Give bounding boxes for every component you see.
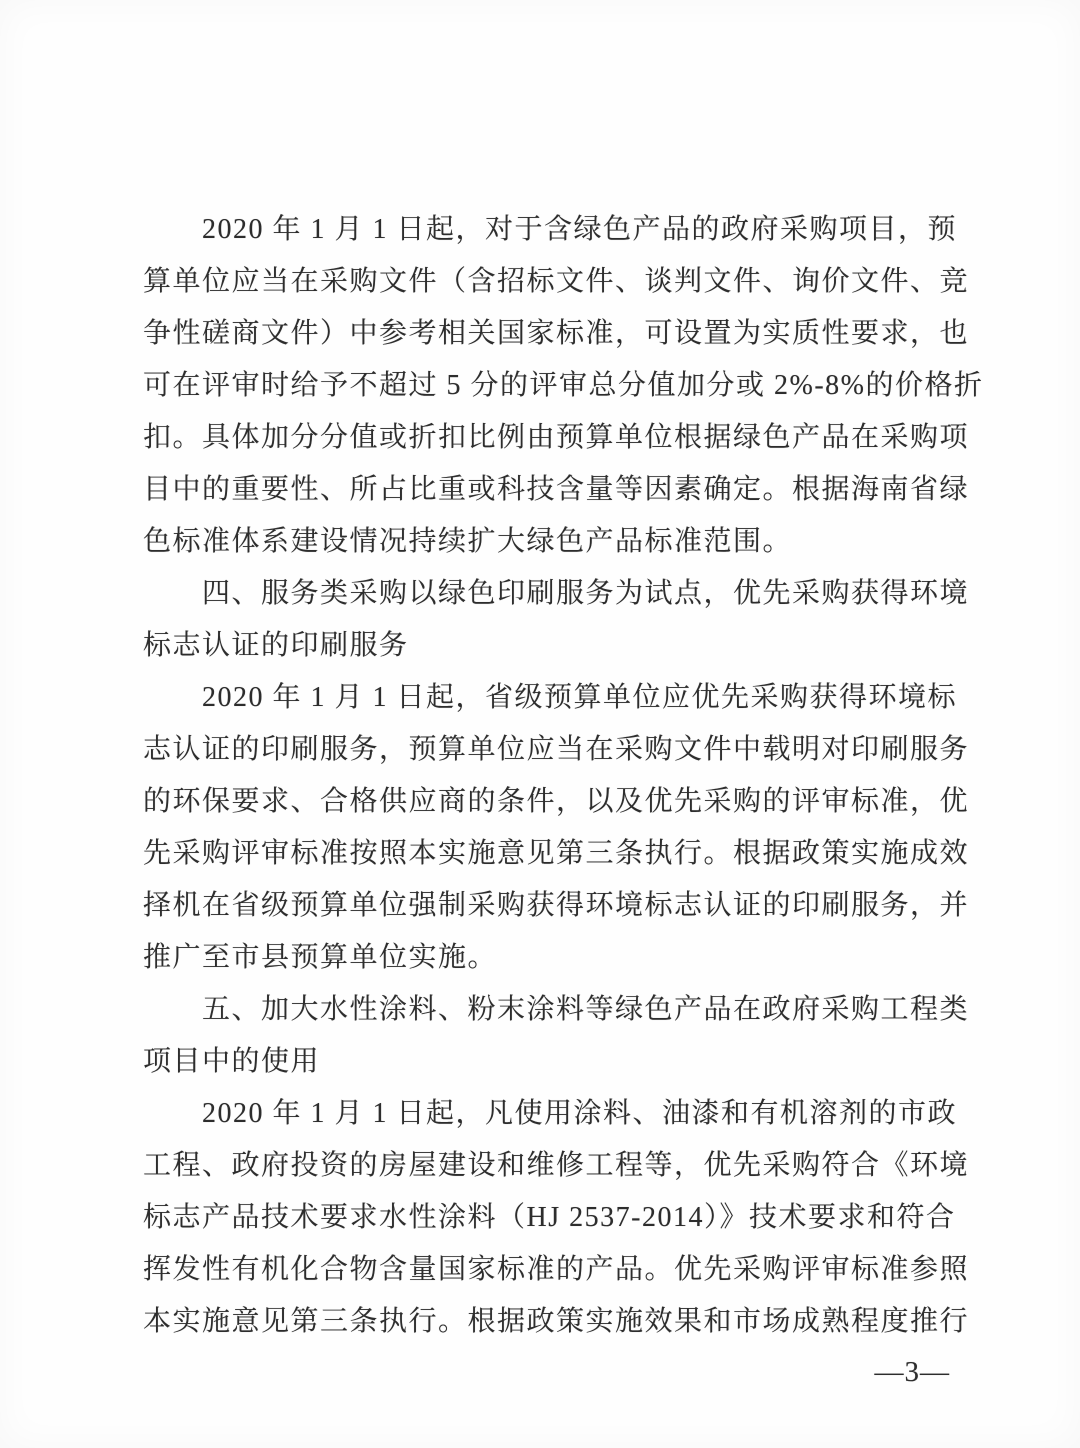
body-line: 本实施意见第三条执行。根据政策实施效果和市场成熟程度推行 <box>143 1306 970 1337</box>
body-line: 标志产品技术要求水性涂料（HJ 2537-2014）》技术要求和符合 <box>143 1202 956 1233</box>
body-line: 志认证的印刷服务，预算单位应当在采购文件中载明对印刷服务 <box>143 734 970 765</box>
body-line: 扣。具体加分分值或折扣比例由预算单位根据绿色产品在采购项 <box>143 422 970 453</box>
body-line: 算单位应当在采购文件（含招标文件、谈判文件、询价文件、竞 <box>143 266 970 297</box>
body-line: 争性磋商文件）中参考相关国家标准，可设置为实质性要求，也 <box>143 318 970 349</box>
document-body <box>143 204 984 1348</box>
section-5-heading-line: 项目中的使用 <box>143 1046 321 1077</box>
body-line: 工程、政府投资的房屋建设和维修工程等，优先采购符合《环境 <box>143 1150 970 1181</box>
body-line: 推广至市县预算单位实施。 <box>143 942 498 973</box>
body-line: 2020 年 1 月 1 日起，省级预算单位应优先采购获得环境标 <box>202 682 958 713</box>
body-line: 挥发性有机化合物含量国家标准的产品。优先采购评审标准参照 <box>143 1254 970 1285</box>
section-5-heading-line: 五、加大水性涂料、粉末涂料等绿色产品在政府采购工程类 <box>202 994 970 1025</box>
body-line: 择机在省级预算单位强制采购获得环境标志认证的印刷服务，并 <box>143 890 970 921</box>
body-line: 的环保要求、合格供应商的条件，以及优先采购的评审标准，优 <box>143 786 970 817</box>
section-4-heading-line: 四、服务类采购以绿色印刷服务为试点，优先采购获得环境 <box>202 578 970 609</box>
section-4-heading-line: 标志认证的印刷服务 <box>143 630 409 661</box>
body-line: 色标准体系建设情况持续扩大绿色产品标准范围。 <box>143 526 793 557</box>
body-line: 2020 年 1 月 1 日起，对于含绿色产品的政府采购项目，预 <box>202 214 958 245</box>
body-line: 目中的重要性、所占比重或科技含量等因素确定。根据海南省绿 <box>143 474 970 505</box>
body-line: 先采购评审标准按照本实施意见第三条执行。根据政策实施成效 <box>143 838 970 869</box>
body-line: 2020 年 1 月 1 日起，凡使用涂料、油漆和有机溶剂的市政 <box>202 1098 958 1129</box>
body-line: 可在评审时给予不超过 5 分的评审总分值加分或 2%-8%的价格折 <box>143 370 984 401</box>
page-number: —3— <box>874 1356 950 1388</box>
